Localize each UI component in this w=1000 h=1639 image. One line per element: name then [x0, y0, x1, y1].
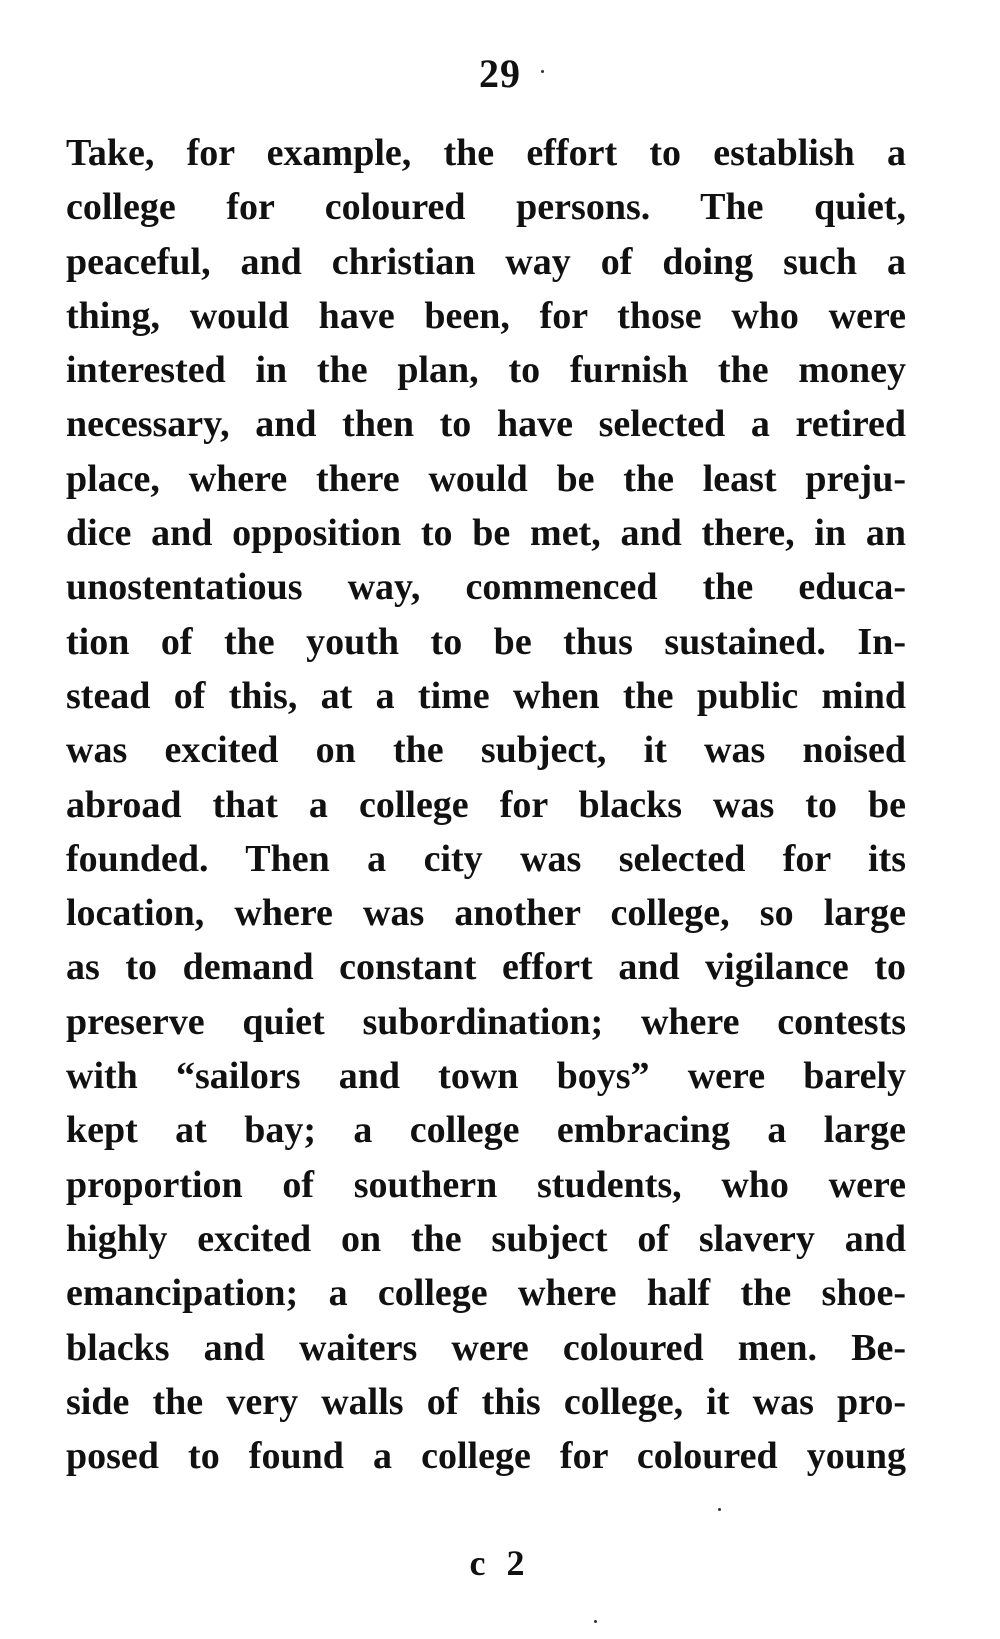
text-line: Take, for example, the effort to establish a	[66, 132, 906, 174]
ink-speck	[718, 1508, 721, 1511]
text-line: side the very walls of this college, it was pro-	[66, 1380, 906, 1423]
text-line: was excited on the subject, it was noised	[66, 729, 906, 772]
text-line: emancipation; a college where half the shoe-	[66, 1272, 906, 1315]
page-number: 29	[479, 51, 521, 96]
text-line: college for coloured persons. The quiet,	[66, 186, 906, 229]
text-line: peaceful, and christian way of doing such a	[66, 240, 906, 283]
text-line: interested in the plan, to furnish the money	[66, 349, 906, 392]
ink-speck	[541, 70, 544, 73]
ink-speck	[594, 1620, 597, 1623]
text-line: founded. Then a city was selected for its	[66, 837, 906, 880]
text-line: abroad that a college for blacks was to be	[66, 783, 906, 826]
text-line: with “sailors and town boys” were barely	[66, 1055, 906, 1098]
text-line: highly excited on the subject of slavery and	[66, 1217, 906, 1260]
signature-mark: c 2	[469, 1543, 531, 1583]
text-line: necessary, and then to have selected a retired	[66, 403, 906, 446]
text-line: dice and opposition to be met, and there, in an	[66, 512, 906, 555]
text-line: unostentatious way, commenced the educa-	[66, 566, 906, 609]
text-line: posed to found a college for coloured young	[66, 1435, 906, 1478]
text-line: place, where there would be the least preju-	[66, 457, 906, 500]
text-line: location, where was another college, so large	[66, 892, 906, 935]
text-line: kept at bay; a college embracing a large	[66, 1109, 906, 1152]
text-line: thing, would have been, for those who were	[66, 294, 906, 337]
text-line: stead of this, at a time when the public mind	[66, 674, 906, 717]
body-text	[66, 126, 906, 1483]
text-line: proportion of southern students, who were	[66, 1163, 906, 1206]
text-line: blacks and waiters were coloured men. Be-	[66, 1326, 906, 1369]
text-line: preserve quiet subordination; where contests	[66, 1000, 906, 1043]
text-line: as to demand constant effort and vigilance to	[66, 946, 906, 989]
text-line: tion of the youth to be thus sustained. In-	[66, 620, 906, 663]
